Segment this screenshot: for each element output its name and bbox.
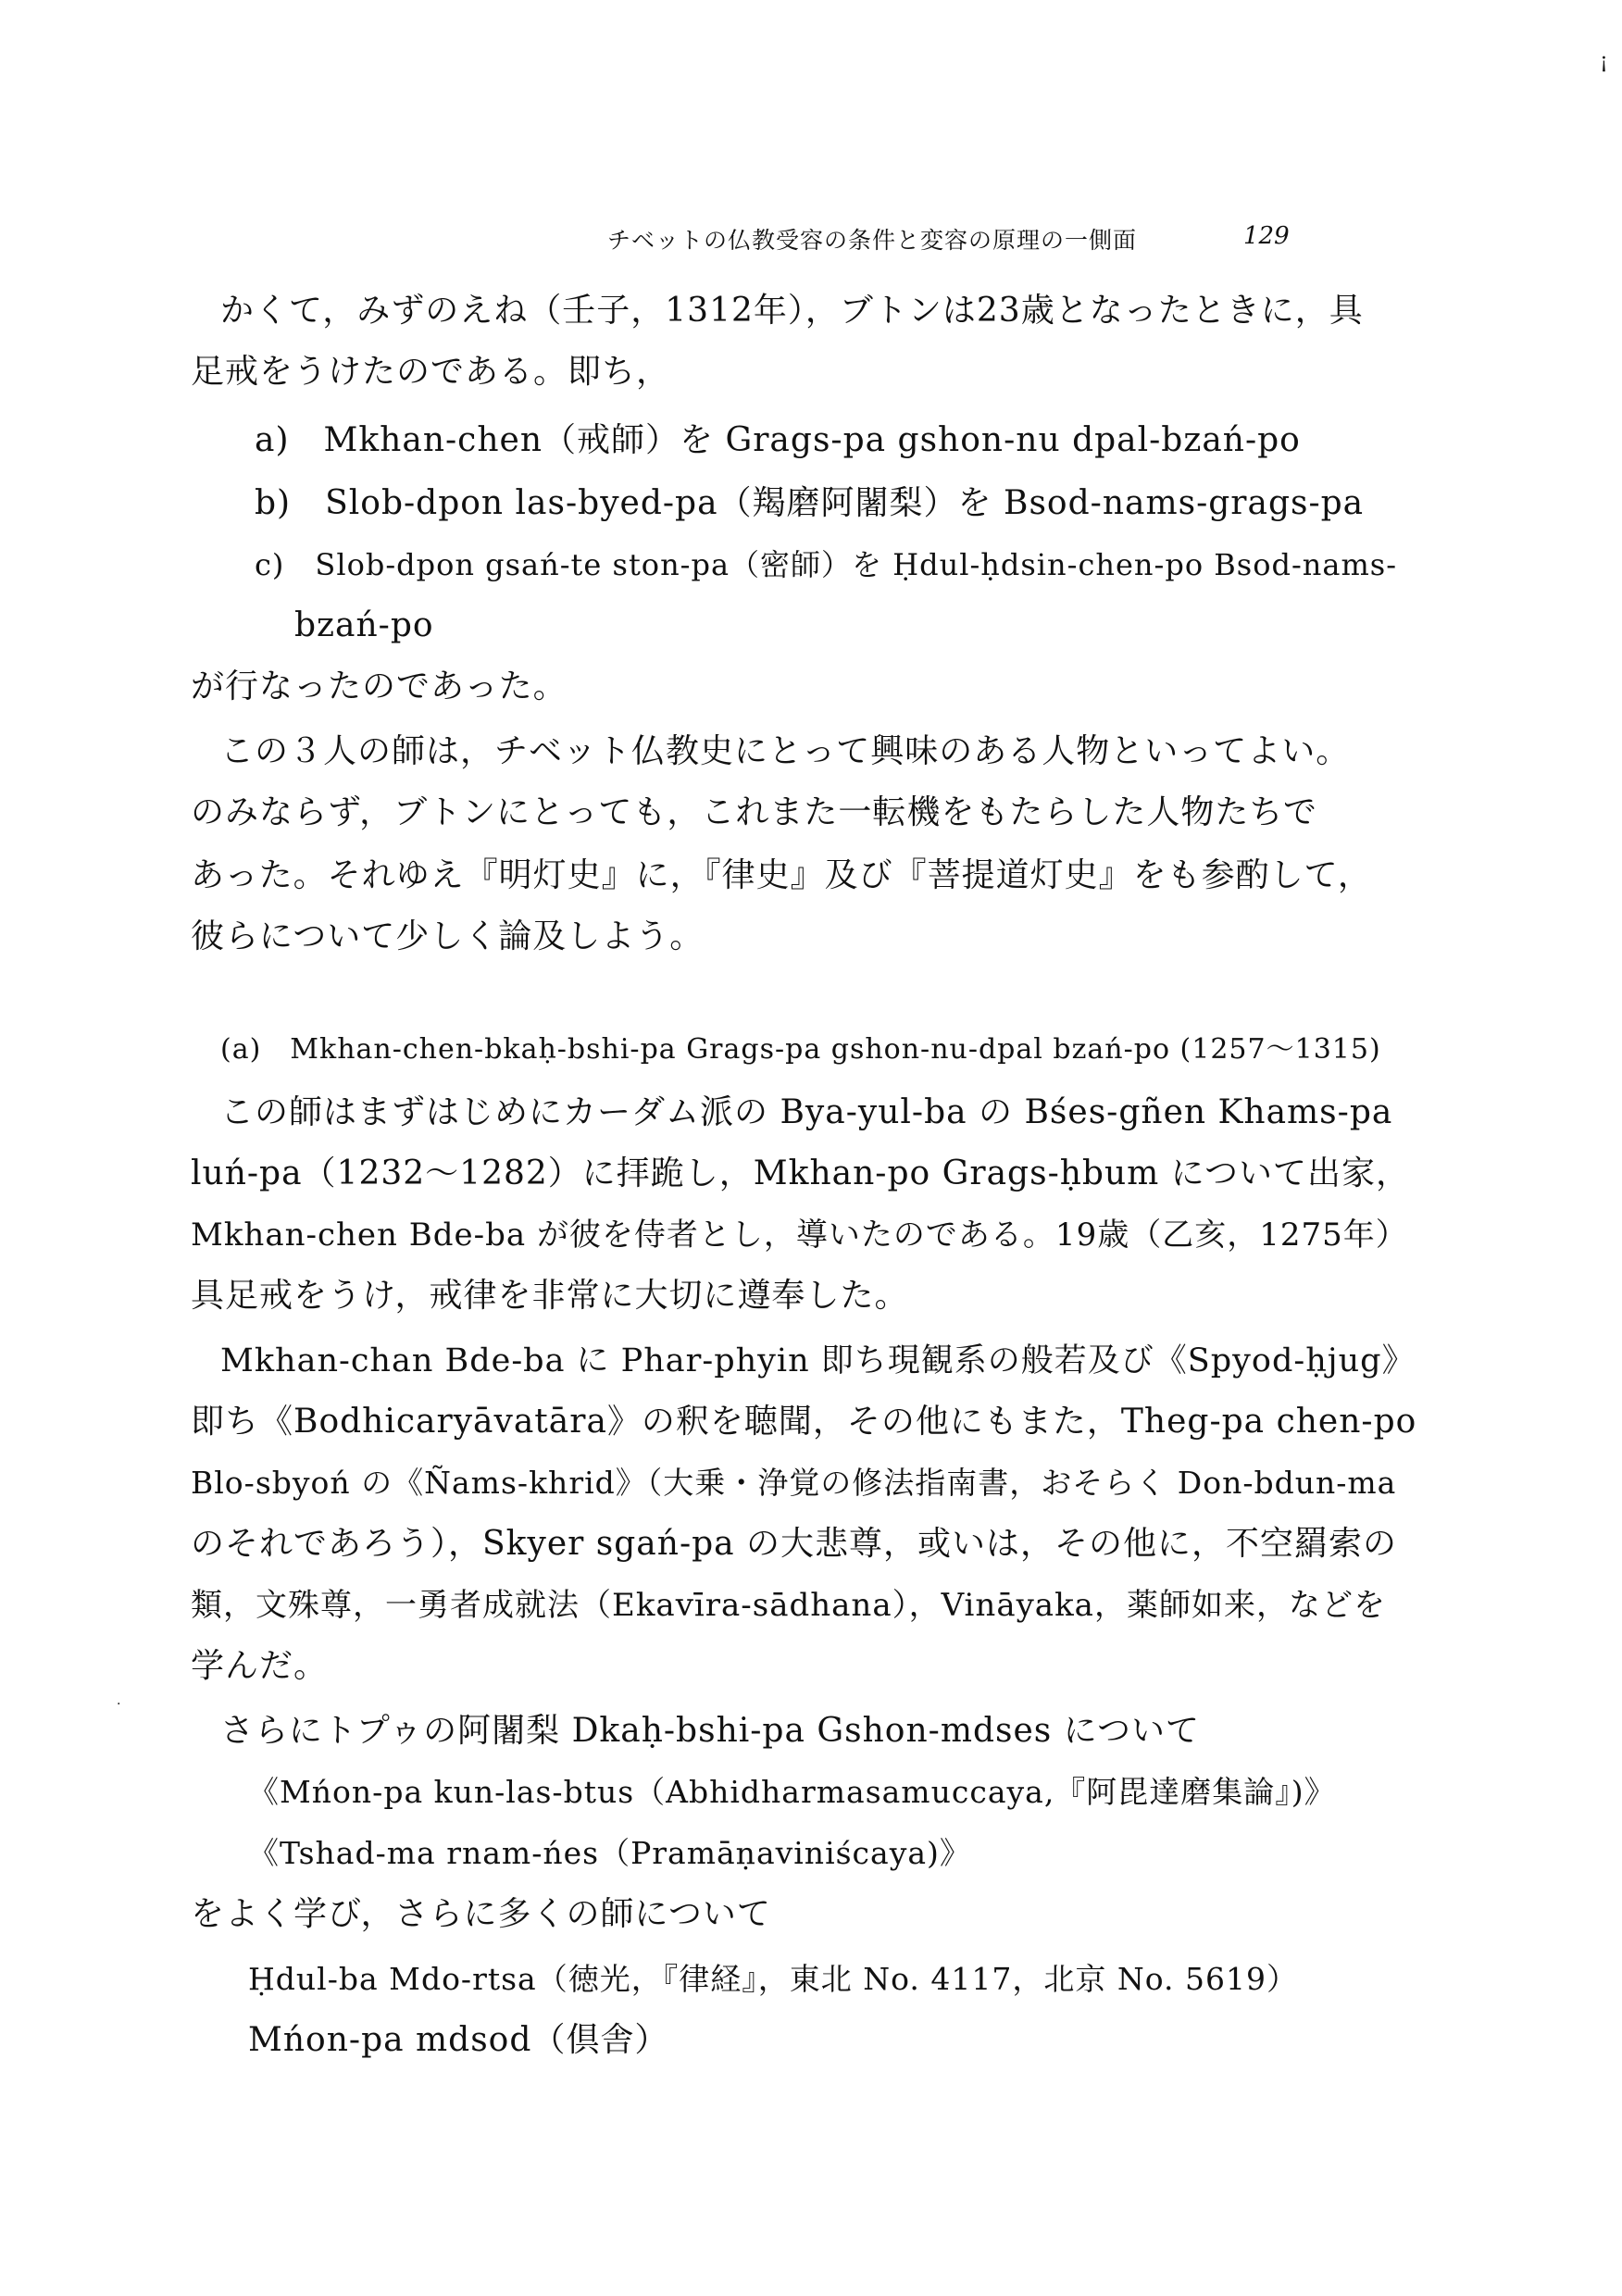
body-line: 《Tshad-ma rnam-ńes（Pramāṇaviniścaya)》 — [248, 1835, 971, 1871]
body-line: が行なったのであった。 — [191, 668, 568, 705]
list-item-c-cont: bzań-po — [294, 606, 434, 644]
body-line: Mńon-pa mdsod（倶舎） — [248, 2021, 669, 2059]
list-item-b: b) Slob-dpon las-byed-pa（羯磨阿闍梨）を Bsod-nams-grags-pa — [255, 484, 1365, 522]
body-line: 彼らについて少しく論及しよう。 — [191, 917, 705, 955]
body-line: この師はまずはじめにカーダム派の Bya-yul-ba の Bśes-gñen Khams-pa — [220, 1093, 1393, 1131]
corner-mark: ¡ — [1600, 50, 1608, 73]
body-line: のみならず，ブトンにとっても，これまた一転機をもたらした人物たちで — [191, 793, 1318, 831]
body-line: 学んだ。 — [191, 1647, 329, 1685]
list-item-c: c) Slob-dpon gsań-te ston-pa（密師）を Ḥdul-ḥdsin-chen-po Bsod-nams- — [255, 547, 1398, 582]
body-line: 即ち《Bodhicaryāvatāra》の釈を聴聞，その他にもまた，Theg-pa chen-po — [191, 1403, 1417, 1441]
body-line: Ḥdul-ba Mdo-rtsa（徳光，『律経』，東北 No. 4117，北京 No. 5619） — [248, 1961, 1298, 1997]
body-line: Mkhan-chen Bde-ba が彼を侍者とし，導いたのである。19歳（乙亥，1275年） — [191, 1217, 1408, 1254]
body-line: Mkhan-chan Bde-ba に Phar-phyin 即ち現観系の般若及び《Spyod-ḥjug》 — [220, 1342, 1416, 1379]
body-line: さらにトプゥの阿闍梨 Dkaḥ-bshi-pa Gshon-mdses について — [220, 1712, 1200, 1750]
section-heading-a: (a) Mkhan-chen-bkaḥ-bshi-pa Grags-pa gshon-nu-dpal bzań-po (1257～1315) — [220, 1033, 1381, 1066]
page-number: 129 — [1243, 222, 1290, 250]
body-line: 《Mńon-pa kun-las-btus（Abhidharmasamuccaya,『阿毘達磨集論』)》 — [248, 1774, 1336, 1810]
body-line: Blo-sbyoń の《Ñams-khrid》（大乗・浄覚の修法指南書，おそらく Don-bdun-ma — [191, 1465, 1397, 1501]
body-line: 足戒をうけたのである。即ち， — [191, 353, 671, 391]
running-header: チベットの仏教受容の条件と変容の原理の一側面 — [607, 227, 1138, 254]
body-line: のそれであろう），Skyer sgań-pa の大悲尊，或いは，その他に，不空羂索の — [191, 1525, 1398, 1563]
stray-dot: · — [117, 1697, 121, 1712]
body-line: 類，文殊尊，一勇者成就法（Ekavīra-sādhana），Vināyaka，薬師如来，などを — [191, 1587, 1386, 1624]
body-line: をよく学び，さらに多くの師について — [191, 1895, 771, 1933]
body-line: この３人の師は，チベット仏教史にとって興味のある人物といってよい。 — [220, 732, 1351, 770]
body-line: あった。それゆえ『明灯史』に，『律史』及び『菩提道灯史』をも参酌して， — [191, 856, 1372, 894]
body-line: 具足戒をうけ，戒律を非常に大切に遵奉した。 — [191, 1277, 909, 1315]
list-item-a: a) Mkhan-chen（戒師）を Grags-pa gshon-nu dpal-bzań-po — [255, 421, 1301, 459]
body-line: luń-pa（1232～1282）に拝跪し，Mkhan-po Grags-ḥbum について出家， — [191, 1154, 1411, 1192]
body-line: かくて，みずのえね（壬子，1312年），ブトンは23歳となったときに，具 — [220, 292, 1364, 330]
